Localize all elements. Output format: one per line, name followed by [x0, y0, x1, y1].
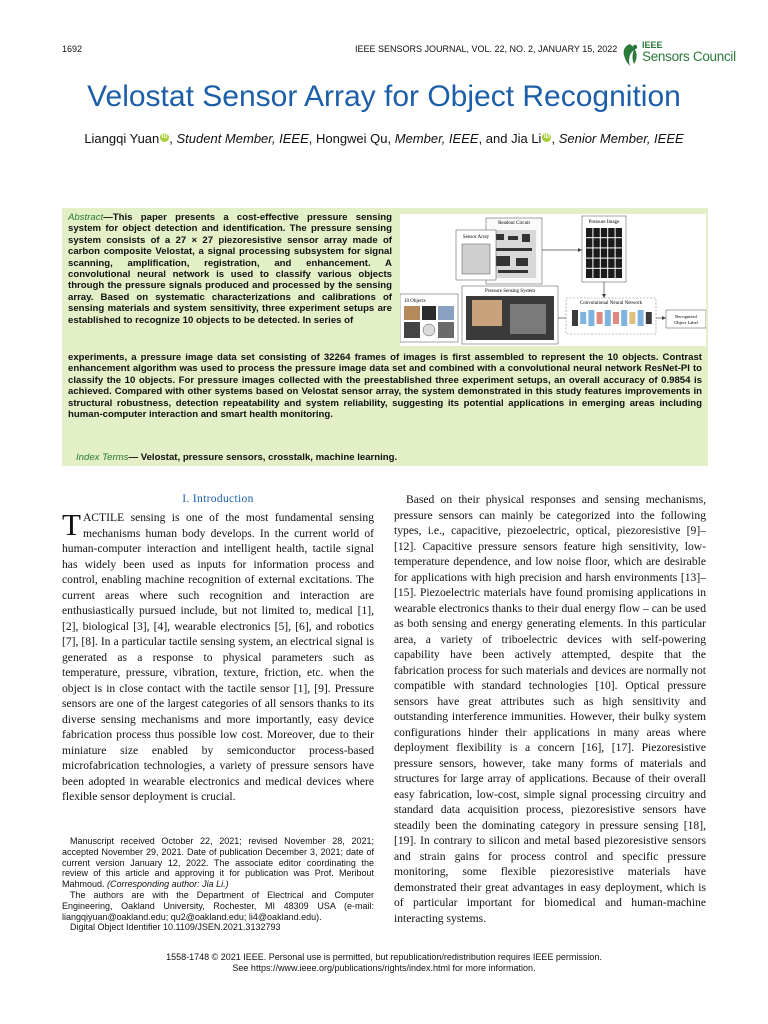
sensors-council-logo-icon [620, 42, 640, 68]
index-terms-text: — Velostat, pressure sensors, crosstalk, machine learning. [128, 452, 398, 463]
paper-title: Velostat Sensor Array for Object Recognition [87, 80, 681, 113]
pressure-image-cell [616, 269, 622, 278]
author-name: Hongwei Qu [315, 131, 388, 146]
author-separator: , [387, 131, 395, 146]
author-name: Liangqi Yuan [84, 131, 160, 146]
cnn-label: Convolutional Neural Network [579, 301, 643, 306]
readout-circuit-label: Readout Circuit [498, 221, 530, 226]
sensors-council-logo [620, 40, 736, 72]
pressure-image-cell [601, 269, 607, 278]
cnn-layer-block [613, 312, 619, 324]
logo-ieee-text: IEEE [642, 40, 663, 50]
intro-paragraph-1 [62, 507, 374, 805]
pressure-image-cell [593, 228, 599, 237]
pressure-image-cell [608, 248, 614, 257]
cnn-layer-block [638, 310, 644, 326]
cnn-layer-block [605, 310, 611, 326]
pressure-image-cell [593, 248, 599, 257]
arrow-head [578, 248, 582, 252]
author-role: Senior Member, IEEE [558, 131, 684, 146]
author-separator: , [169, 131, 177, 146]
footnote-doi: Digital Object Identifier 10.1109/JSEN.2021.3132793 [70, 922, 281, 933]
ten-objects-label: 10 Objects [404, 299, 426, 304]
pressure-image-cell [586, 228, 592, 237]
graphical-abstract-figure [400, 214, 706, 346]
pressure-image-label: Pressure Image [588, 220, 620, 225]
orcid-icon[interactable]: iD [161, 133, 168, 140]
abstract-text-top [68, 212, 392, 326]
pressure-image-cell [601, 248, 607, 257]
footnote-manuscript-text: Manuscript received October 22, 2021; revised November 28, 2021; accepted November 29, 2021. Date of publication December 3, 2021; date of current version January 12, 2022. The associate editor coordinating the review of this article and approving it for publication was Prof. Meribout Mahmoud. [62, 836, 374, 890]
author-separator: , [551, 131, 559, 146]
figure-diagram [400, 214, 706, 346]
pressure-image-cell [586, 238, 592, 247]
author-separator: , [308, 131, 316, 146]
pressure-image-cell [601, 228, 607, 237]
cnn-layer-block [580, 312, 586, 324]
index-terms [76, 452, 397, 463]
pressure-image-cell [586, 259, 592, 268]
logo-council-text: Sensors Council [642, 49, 736, 64]
pressure-image-cell [608, 259, 614, 268]
recognized-label-text: Object Label [674, 320, 698, 325]
pressure-image-cell [593, 259, 599, 268]
pressure-image-cell [616, 238, 622, 247]
arrow-head [662, 316, 666, 320]
author-name: Jia Li [511, 131, 542, 146]
footnote [62, 836, 374, 933]
drop-cap: T [62, 507, 81, 542]
cnn-layer-block [629, 312, 635, 324]
author-role: Student Member, IEEE [176, 131, 309, 146]
pressure-image-cell [593, 269, 599, 278]
sensor-array-image [462, 244, 490, 274]
recognized-label-box [666, 310, 706, 328]
journal-header: IEEE SENSORS JOURNAL, VOL. 22, NO. 2, JANUARY 15, 2022 [355, 44, 618, 54]
cnn-layer-block [588, 310, 594, 326]
copyright-line: 1558-1748 © 2021 IEEE. Personal use is permitted, but republication/redistribution requires IEEE permission. [166, 952, 602, 962]
pressure-image-cell [616, 259, 622, 268]
cnn-layer-block [646, 312, 652, 324]
footnote-manuscript [62, 836, 374, 890]
pressure-image-cell [608, 228, 614, 237]
recognized-label-text: Recognized [675, 314, 697, 319]
sensor-array-label: Sensor Array [462, 235, 490, 240]
index-terms-label: Index Terms [76, 452, 129, 463]
permission-link[interactable]: See https://www.ieee.org/publications/rights/index.html for more information. [232, 963, 536, 973]
corresponding-author: (Corresponding author: Jia Li.) [107, 879, 229, 890]
intro-paragraph-2: Based on their physical responses and sensing mechanisms, pressure sensors can mainly be categorized into the following types, i.e., capacitive, piezoelectric, optical, piezoresistive [9]–[12]. Capacitive pressure sensors feature high sensitivity, low-temperature dependence, and low noise floor, which are desirable for applications with high precision and harsh environments [13]–[15]. Piezoelectric materials have found promising applications in wearable electronics thanks to their dual energy flow – can be used as both sensing and energy generating elements. In this particular area, a variety of triboelectric devices with self-powering capability have been actively attempted, despite that the fabrication process for such materials and devices are normally not compatible with standard technologies [10]. Optical pressure sensors have great attributes such as high sensitivity and outstanding interference immunities. However, their bulky system configurations hinder their applications in many areas where deployment flexibility is a concern [16], [17]. Piezoresistive pressure sensors, however, take many forms of materials and structures for large array of applications. Because of their overall easy fabrication, low-cost, simple signal processing circuitry and standard data acquisition process, piezoresistive sensors have steadily been the dominating category in pressure sensing [18], [19]. In contrary to silicon and metal based piezoresistive sensors and strain gains for process control and specific pressure monitoring, some flexible piezoresistive materials have demonstrated their great advantages in easy deployment, which is of particular important for biomedical and human-machine interacting systems. [394, 493, 706, 925]
pressure-image-cell [601, 259, 607, 268]
pressure-image-grid [586, 228, 622, 278]
author-line [0, 131, 768, 146]
cnn-layer-block [621, 310, 627, 326]
pressure-image-cell [586, 269, 592, 278]
abstract-label: Abstract [68, 212, 104, 223]
author-role: Member, IEEE [394, 131, 479, 146]
photo-detail [510, 304, 546, 334]
abstract-text-bottom: experiments, a pressure image data set consisting of 32264 frames of images is first assembled to represent the 10 objects. Contrast enhancement algorithm was used to process the pressure image data set and combined with a convolutional neural network ResNet-PI to classify the 10 objects. For pressure images collected with the preestablished three experiment setups, an overall accuracy of 0.9854 is achieved. Compared with other systems based on Velostat sensor array, the system demonstrated in this study features improvements in structural robustness, detection repeatability and system reliability, suggesting its potential applications in emerging areas including human-computer interaction and smart health monitoring. [68, 352, 702, 421]
abstract-part1: —This paper presents a cost-effective pressure sensing system for object detection and identification. The pressure sensing system consists of a 27 × 27 piezoresistive sensor array made of carbon composite Velostat, a signal processing subsystem for signal scanning, amplification, registration, and enhancement. A convolutional neural network is used to classify various objects through the pressure signals produced and processed by the sensing array. Based on systematic characterizations and calibrations of sensing materials and system sensitivity, three experiment setups are established to recognize 10 objects to be detected. In series of [68, 212, 392, 326]
page-number: 1692 [62, 44, 83, 54]
arrow-head [602, 294, 606, 298]
cnn-layer-block [572, 310, 578, 326]
pressure-image-cell [608, 238, 614, 247]
pressure-image-cell [586, 248, 592, 257]
pressure-image-cell [601, 238, 607, 247]
pressure-image-cell [593, 238, 599, 247]
pressure-image-cell [616, 228, 622, 237]
orcid-icon[interactable]: iD [543, 133, 550, 140]
footnote-affiliation: The authors are with the Department of Electrical and Computer Engineering, Oakland University, Rochester, MI 48309 USA (e-mail: liangqiyuan@oakland.edu; qu2@oakland.edu; li4@oakland.edu). [62, 889, 374, 922]
pressure-sensing-system-label: Pressure Sensing System [485, 289, 535, 294]
pressure-image-cell [616, 248, 622, 257]
author-separator: , and [478, 131, 512, 146]
intro-paragraph-1-text: ACTILE sensing is one of the most fundamental sensing mechanisms human body develops. In the current world of human-computer interaction and intelligent health, tactile signal has widely been used as inputs for information process and control, enabling machine recognition of external excitations. The current areas where such recognition and interaction are enthusiastically pursued include, but not limited to, medical [1], [2], biological [3], [4], wearable electronics [5], [6], and robotics [7], [8]. In a particular tactile sensing system, an electrical signal is generated as a response to physical parameters such as temperature, pressure, vibration, texture, friction, etc. when the object is in close contact with the tactile sensor [1], [9]. Pressure sensors are one of the largest categories of all sensors thanks to its diverse sensing mechanisms and more importantly, easy device fabrication process thus possible low cost. Moreover, due to their miniature size enabled by semiconductor process-based microfabrication technologies, a variety of pressure sensors have been adopted in wearable electronics and medical devices where flexible sensor deployment is crucial. [62, 511, 374, 803]
photo-detail [472, 300, 502, 326]
pressure-image-cell [608, 269, 614, 278]
cnn-layer-block [597, 312, 603, 324]
section-heading: I. Introduction [182, 492, 254, 505]
copyright-footer [0, 952, 768, 974]
